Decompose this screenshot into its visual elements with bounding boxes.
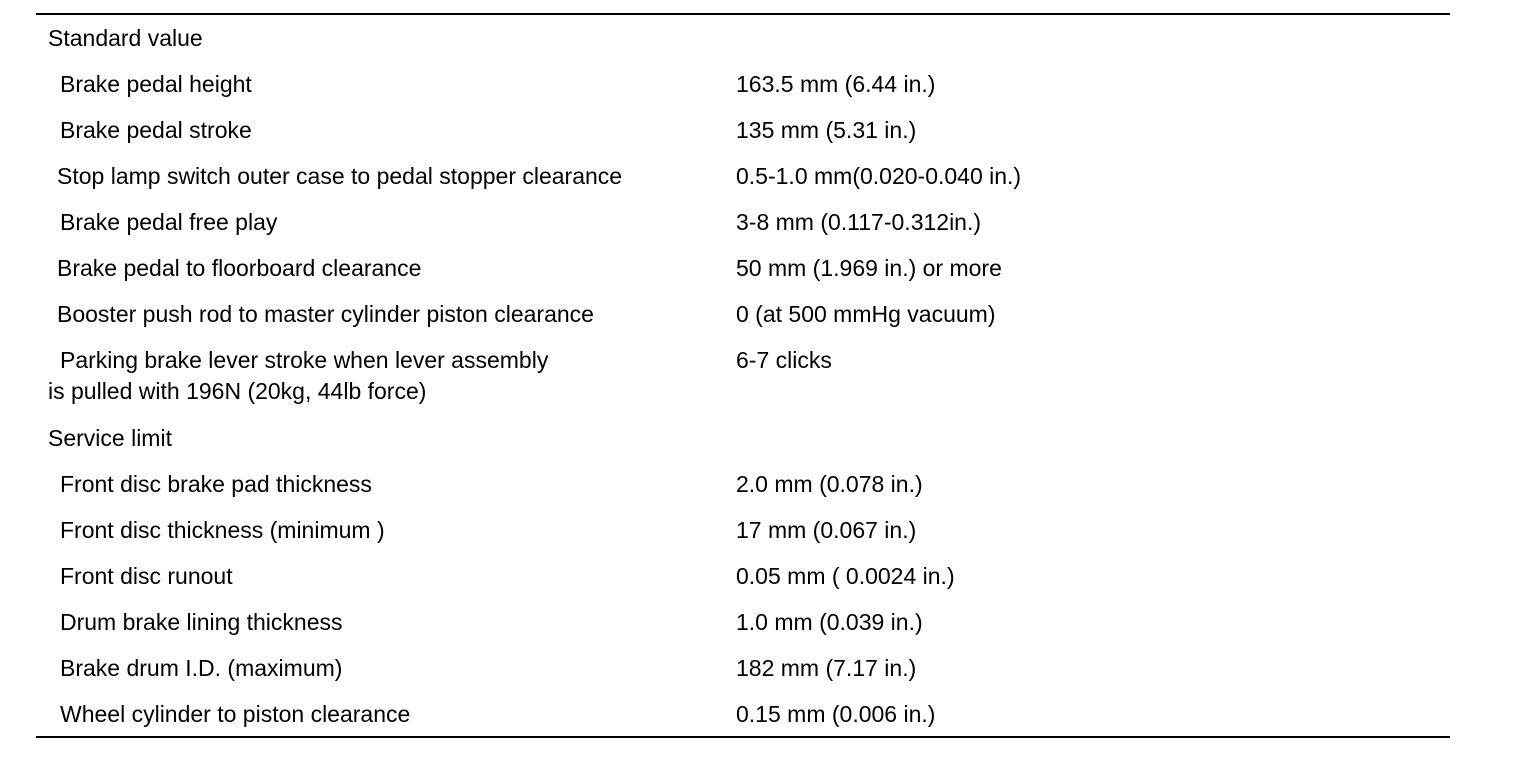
spec-label: Drum brake lining thickness — [60, 609, 343, 635]
spec-label: Front disc runout — [60, 563, 233, 589]
section-heading: Standard value — [48, 25, 203, 51]
spec-value: 50 mm (1.969 in.) or more — [736, 255, 1002, 281]
spec-value: 1.0 mm (0.039 in.) — [736, 609, 923, 635]
spec-value: 0.05 mm ( 0.0024 in.) — [736, 563, 955, 589]
spec-label: Wheel cylinder to piston clearance — [60, 701, 411, 727]
spec-label: Front disc brake pad thickness — [60, 471, 372, 497]
spec-value: 163.5 mm (6.44 in.) — [736, 71, 936, 97]
spec-value: 6-7 clicks — [736, 347, 832, 373]
spec-label: Parking brake lever stroke when lever assembly — [60, 347, 549, 373]
spec-value: 3-8 mm (0.117-0.312in.) — [736, 209, 982, 235]
spec-label-continued: is pulled with 196N (20kg, 44lb force) — [48, 378, 427, 404]
spec-value: 0 (at 500 mmHg vacuum) — [736, 301, 996, 327]
spec-label: Brake drum I.D. (maximum) — [60, 655, 343, 681]
spec-value: 2.0 mm (0.078 in.) — [736, 471, 923, 497]
spec-label: Stop lamp switch outer case to pedal stopper clearance — [57, 163, 623, 189]
section-heading: Service limit — [48, 425, 172, 451]
spec-label: Booster push rod to master cylinder piston clearance — [57, 301, 594, 327]
spec-value: 135 mm (5.31 in.) — [736, 117, 917, 143]
spec-label: Brake pedal to floorboard clearance — [57, 255, 422, 281]
spec-value: 0.15 mm (0.006 in.) — [736, 701, 936, 727]
spec-label: Brake pedal height — [60, 71, 252, 97]
spec-label: Brake pedal stroke — [60, 117, 252, 143]
spec-label: Front disc thickness (minimum ) — [60, 517, 385, 543]
bottom-rule — [36, 736, 1450, 738]
spec-value: 182 mm (7.17 in.) — [736, 655, 917, 681]
spec-value: 17 mm (0.067 in.) — [736, 517, 917, 543]
spec-label: Brake pedal free play — [60, 209, 278, 235]
spec-value: 0.5-1.0 mm(0.020-0.040 in.) — [736, 163, 1022, 189]
top-rule — [36, 13, 1450, 15]
